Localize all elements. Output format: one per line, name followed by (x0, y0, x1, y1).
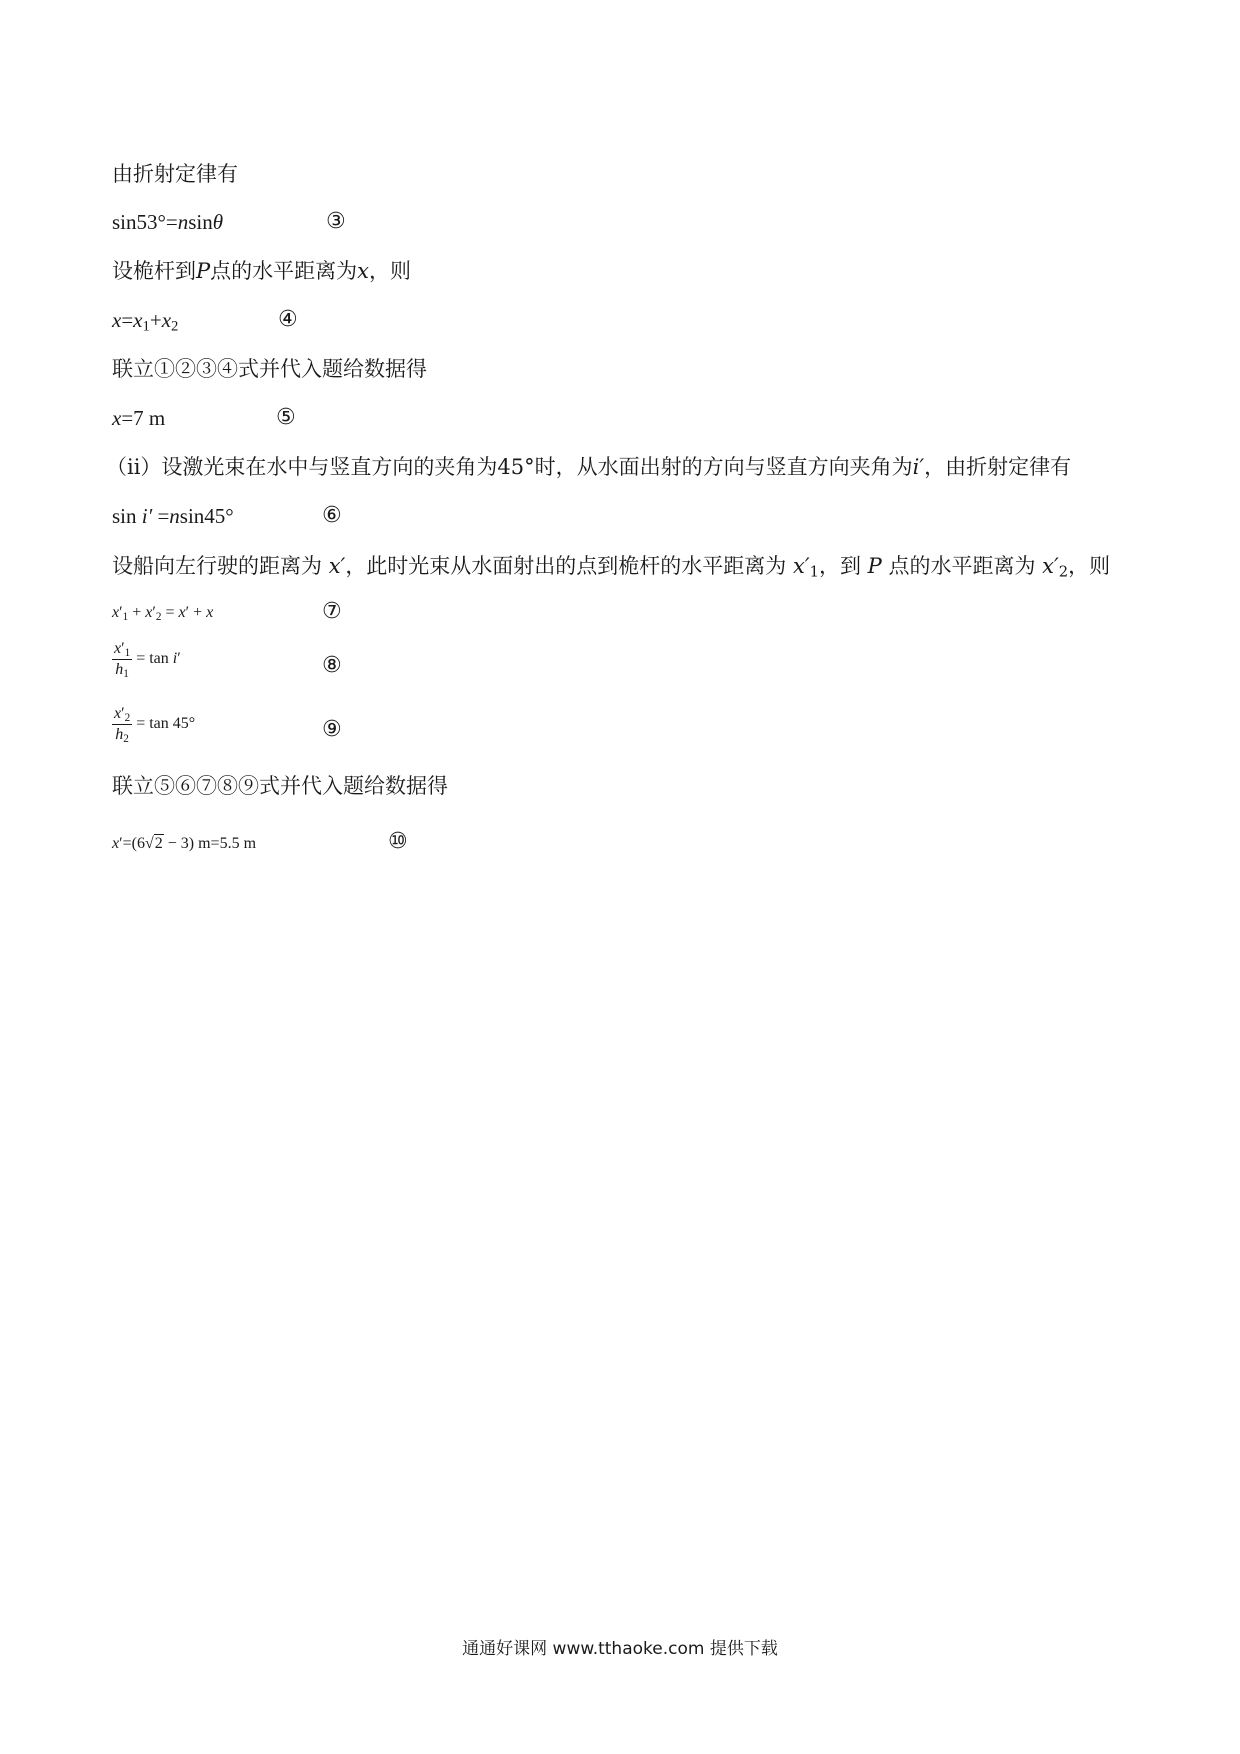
marker-6: ⑥ (322, 503, 342, 528)
marker-4: ④ (278, 307, 298, 332)
equation-7: $x'_1 + x'_2 = x' + x$ (112, 604, 214, 623)
equation-10: x′=(6√2 − 3) m=5.5 m (112, 835, 257, 852)
text-refraction-law: 由折射定律有 (112, 162, 238, 186)
fraction-x2-h2: $\frac{x'_2}{h_2}$ (114, 705, 131, 745)
marker-3: ③ (326, 209, 346, 234)
marker-8: ⑧ (322, 653, 342, 678)
marker-5: ⑤ (276, 405, 296, 430)
equation-9: $\frac{x'_2}{h_2}$ = tan 45° (114, 705, 196, 745)
text-part-ii: （ii）设激光束在水中与竖直方向的夹角为45°时，从水面出射的方向与竖直方向夹角为i′，由折射定律有 (106, 455, 1072, 479)
equation-4: $x=x_1+x_2$ (112, 308, 179, 335)
text-define-xprime: 设船向左行驶的距离为 x′，此时光束从水面射出的点到桅杆的水平距离为 $x'_1$，到 P 点的水平距离为 $x'_2$，则 (112, 554, 1111, 581)
text-combine-1: 联立①②③④式并代入题给数据得 (112, 357, 427, 381)
equation-5: x=7 m (112, 406, 166, 430)
page-footer: 通通好课网 www.tthaoke.com 提供下载 (462, 1639, 778, 1659)
marker-9: ⑨ (322, 717, 342, 742)
fraction-x1-h1: $\frac{x'_1}{h_1}$ (114, 640, 131, 680)
text-combine-2: 联立⑤⑥⑦⑧⑨式并代入题给数据得 (112, 774, 448, 798)
marker-10: ⑩ (388, 829, 408, 854)
marker-7: ⑦ (322, 599, 342, 624)
equation-6: sin i′ =nsin45° (112, 504, 234, 528)
text-define-x: 设桅杆到P点的水平距离为x，则 (112, 259, 411, 283)
equation-8: $\frac{x'_1}{h_1}$ = tan i′ (114, 640, 181, 680)
equation-3: sin53°=nsinθ (112, 210, 224, 234)
